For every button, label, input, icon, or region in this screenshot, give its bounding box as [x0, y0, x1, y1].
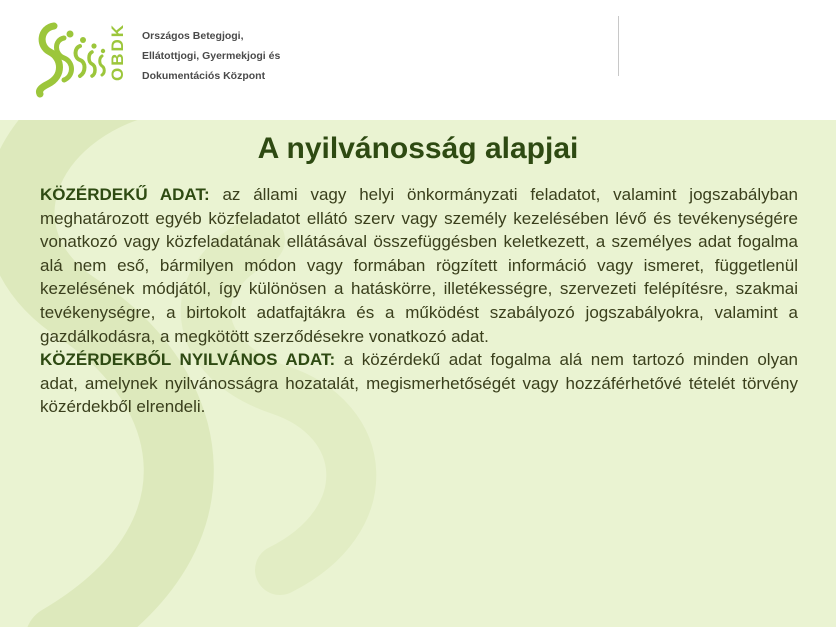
org-name-line: Ellátottjogi, Gyermekjogi és [142, 50, 281, 62]
org-name-line: Dokumentációs Központ [142, 70, 266, 82]
definition-term: KÖZÉRDEKBŐL NYILVÁNOS ADAT: [40, 350, 336, 370]
organization-name [142, 26, 280, 86]
logo-acronym: OBDK [108, 22, 127, 82]
org-name-line: Országos Betegjogi, [142, 30, 244, 42]
header [0, 0, 836, 120]
definition-paragraph [40, 348, 798, 419]
definition-paragraph [40, 183, 798, 348]
definition-text: a közérdekű adat fogalma alá nem tartozó minden olyan adat, amelynek nyilvánosságra hozatalát, megismerhetőségét vagy hozzáférhetővé tételét törvény közérdekből elrendeli. [40, 350, 798, 417]
definition-term: KÖZÉRDEKŰ ADAT: [40, 185, 210, 204]
definitions-text [40, 183, 798, 419]
definition-text: az állami vagy helyi önkormányzati feladatot, valamint jogszabályban meghatározott egyéb közfeladatot ellátó szerv vagy személy kezelésében lévő és tevékenységére vonatkozó vagy közfeladatának ellátásával összefüggésben keletkezett, a személyes adat fogalma alá nem eső, bármilyen módon vagy formában rögzített információ vagy ismeret, függetlenül kezelésének módjától, így különösen a hatáskörre, illetékességre, szervezeti felépítésre, szakmai tevékenységre, a birtokolt adatfajtákra és a működést szabályozó jogszabályokra, valamint a gazdálkodásra, a megkötött szerződésekre vonatkozó adat. [40, 185, 798, 346]
slide-title: A nyilvánosság alapjai [257, 132, 579, 165]
obdk-logo-icon [34, 18, 114, 98]
header-divider [618, 16, 619, 76]
